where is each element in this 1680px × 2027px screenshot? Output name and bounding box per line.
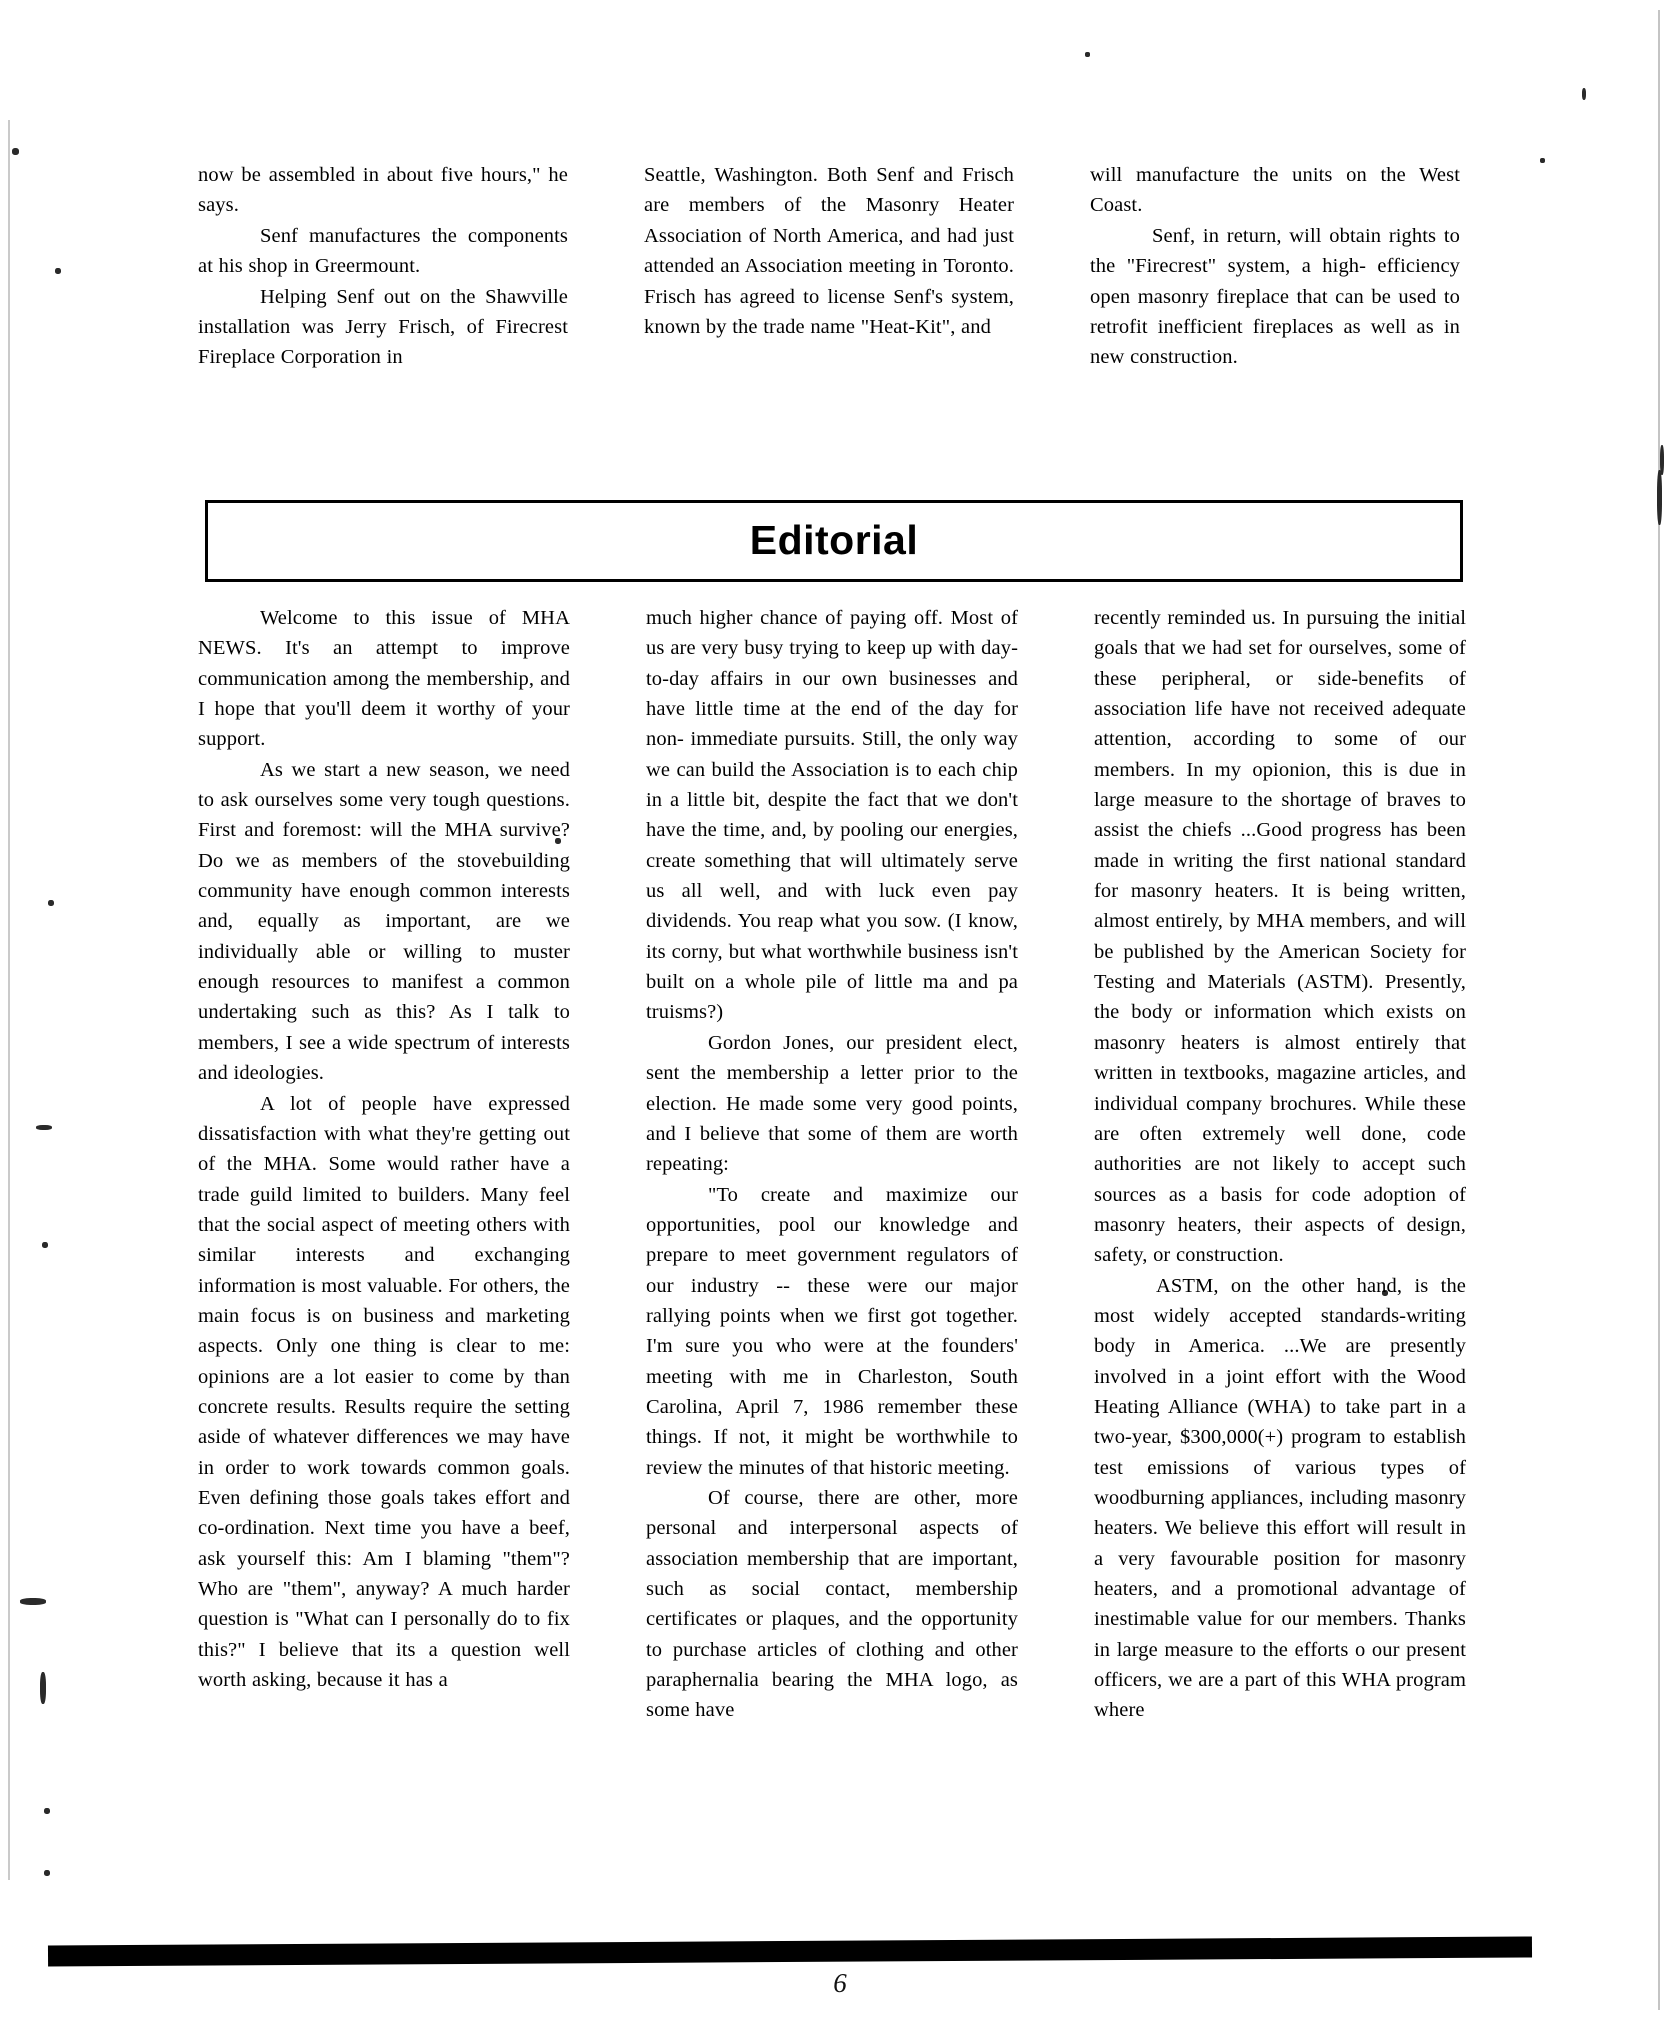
top-story-column-1 xyxy=(198,160,568,373)
paragraph: much higher chance of paying off. Most of us are very busy trying to keep up with day-to-day affairs in our own businesses and have little time at the end of the day for non- immediate pursuits. Still, the only way we can build the Association is to each chip in a little bit, despite the fact that we don't have the time, and, by pooling our energies, create something that will ultimately serve us all well, and with luck even pay dividends. You reap what you sow. (I know, its corny, but what worthwhile business isn't built on a whole pile of little ma and pa truisms?) xyxy=(646,607,1018,1024)
scan-speck xyxy=(42,1242,48,1248)
paragraph: now be assembled in about five hours," he says. xyxy=(198,164,568,217)
paragraph: Gordon Jones, our president elect, sent the membership a letter prior to the election. He made some very good points, and I believe that some of them are worth repeating: xyxy=(646,1031,1018,1176)
scan-speck xyxy=(55,268,61,274)
scan-speck xyxy=(20,1598,46,1605)
top-story-column-3 xyxy=(1090,160,1460,373)
scan-speck xyxy=(40,1672,46,1704)
paragraph: Seattle, Washington. Both Senf and Frisch are members of the Masonry Heater Association of North America, and had just attended an Association meeting in Toronto. Frisch has agreed to license Senf's system, known by the trade name "Heat-Kit", and xyxy=(644,164,1014,339)
editorial-body xyxy=(198,603,1468,1726)
scan-speck xyxy=(48,900,54,906)
paragraph: recently reminded us. In pursuing the initial goals that we had set for ourselves, some of these peripheral, or side-benefits of association life have not received adequate attention, according to some of our members. In my opionion, this is due in large measure to the shortage of braves to assist the chiefs ...Good progress has been made in writing the first national standard for masonry heaters. It is being written, almost entirely, by MHA members, and will be published by the American Society for Testing and Materials (ASTM). Presently, the body or information which exists on masonry heaters is almost entirely that written in textbooks, magazine articles, and individual company brochures. While these are often extremely well done, code authorities are not likely to accept such sources as a basis for code adoption of masonry heaters, their aspects of design, safety, or construction. xyxy=(1094,607,1466,1267)
paragraph: Welcome to this issue of MHA NEWS. It's an attempt to improve communication among the membership, and I hope that you'll deem it worthy of your support. xyxy=(198,607,570,751)
paragraph: Senf, in return, will obtain rights to the "Firecrest" system, a high- efficiency open masonry fireplace that can be used to retrofit inefficient fireplaces as well as in new construction. xyxy=(1090,224,1460,369)
editorial-column-2 xyxy=(646,603,1018,1726)
editorial-column-3 xyxy=(1094,603,1466,1726)
top-story-column-2 xyxy=(644,160,1014,373)
scan-speck xyxy=(1540,158,1545,163)
paragraph: "To create and maximize our opportunities, pool our knowledge and prepare to meet government regulators of our industry -- these were our major rallying points when we first got together. I'm sure you who were at the founders' meeting with me in Charleston, South Carolina, April 7, 1986 remember these things. If not, it might be worthwhile to review the minutes of that historic meeting. xyxy=(646,1183,1018,1479)
scan-edge-line-left xyxy=(8,120,10,1880)
paragraph: ASTM, on the other hand, is the most widely accepted standards-writing body in America. ...We are presently involved in a joint effort with the Wood Heating Alliance (WHA) to take part in a two-year, $300,000(+) program to establish test emissions of various types of woodburning appliances, including masonry heaters. We believe this effort will result in a very favourable position for masonry heaters, and a promotional advantage of inestimable value for our members. Thanks in large measure to the efforts o our present officers, we are a part of this WHA program where xyxy=(1094,1274,1466,1722)
editorial-column-1 xyxy=(198,603,570,1726)
scan-speck xyxy=(1085,52,1090,57)
footer-divider-bar xyxy=(48,1936,1532,1966)
scan-speck xyxy=(1582,88,1586,100)
editorial-banner-box xyxy=(205,500,1463,582)
paragraph: Helping Senf out on the Shawville installation was Jerry Frisch, of Firecrest Fireplace Corporation in xyxy=(198,285,568,369)
paragraph: will manufacture the units on the West Coast. xyxy=(1090,164,1460,217)
scan-speck xyxy=(44,1808,50,1814)
paragraph: A lot of people have expressed dissatisfaction with what they're getting out of the MHA. Some would rather have a trade guild limited to builders. Many feel that the social aspect of meeting others with similar interests and exchanging information is most valuable. For others, the main focus is on business and marketing aspects. Only one thing is clear to me: opinions are a lot easier to come by than concrete results. Results require the setting aside of whatever differences we may have in order to work towards common goals. Even defining those goals takes effort and co-ordination. Next time you have a beef, ask yourself this: Am I blaming "them"? Who are "them", anyway? A much harder question is "What can I personally do to fix this?" I believe that its a question well worth asking, because it has a xyxy=(198,1092,570,1692)
page-number: 6 xyxy=(833,1968,847,1998)
paragraph: Of course, there are other, more personal and interpersonal aspects of association membership that are important, such as social contact, membership certificates or plaques, and the opportunity to purchase articles of clothing and other paraphernalia bearing the MHA logo, as some have xyxy=(646,1486,1018,1722)
scan-edge-line-right xyxy=(1658,10,1660,2010)
scan-speck xyxy=(12,148,19,155)
top-story-continuation xyxy=(198,160,1460,373)
editorial-heading: Editorial xyxy=(749,517,919,563)
scan-speck xyxy=(44,1870,50,1876)
scan-speck xyxy=(1657,470,1662,525)
scan-speck xyxy=(36,1125,52,1130)
paragraph: Senf manufactures the components at his shop in Greermount. xyxy=(198,224,568,278)
paragraph: As we start a new season, we need to ask ourselves some very tough questions. First and foremost: will the MHA survive? Do we as members of the stovebuilding community have enough common interests and, equally as important, are we individually able or willing to muster enough resources to manifest a common undertaking such as this? As I talk to members, I see a wide spectrum of interests and ideologies. xyxy=(198,758,570,1085)
